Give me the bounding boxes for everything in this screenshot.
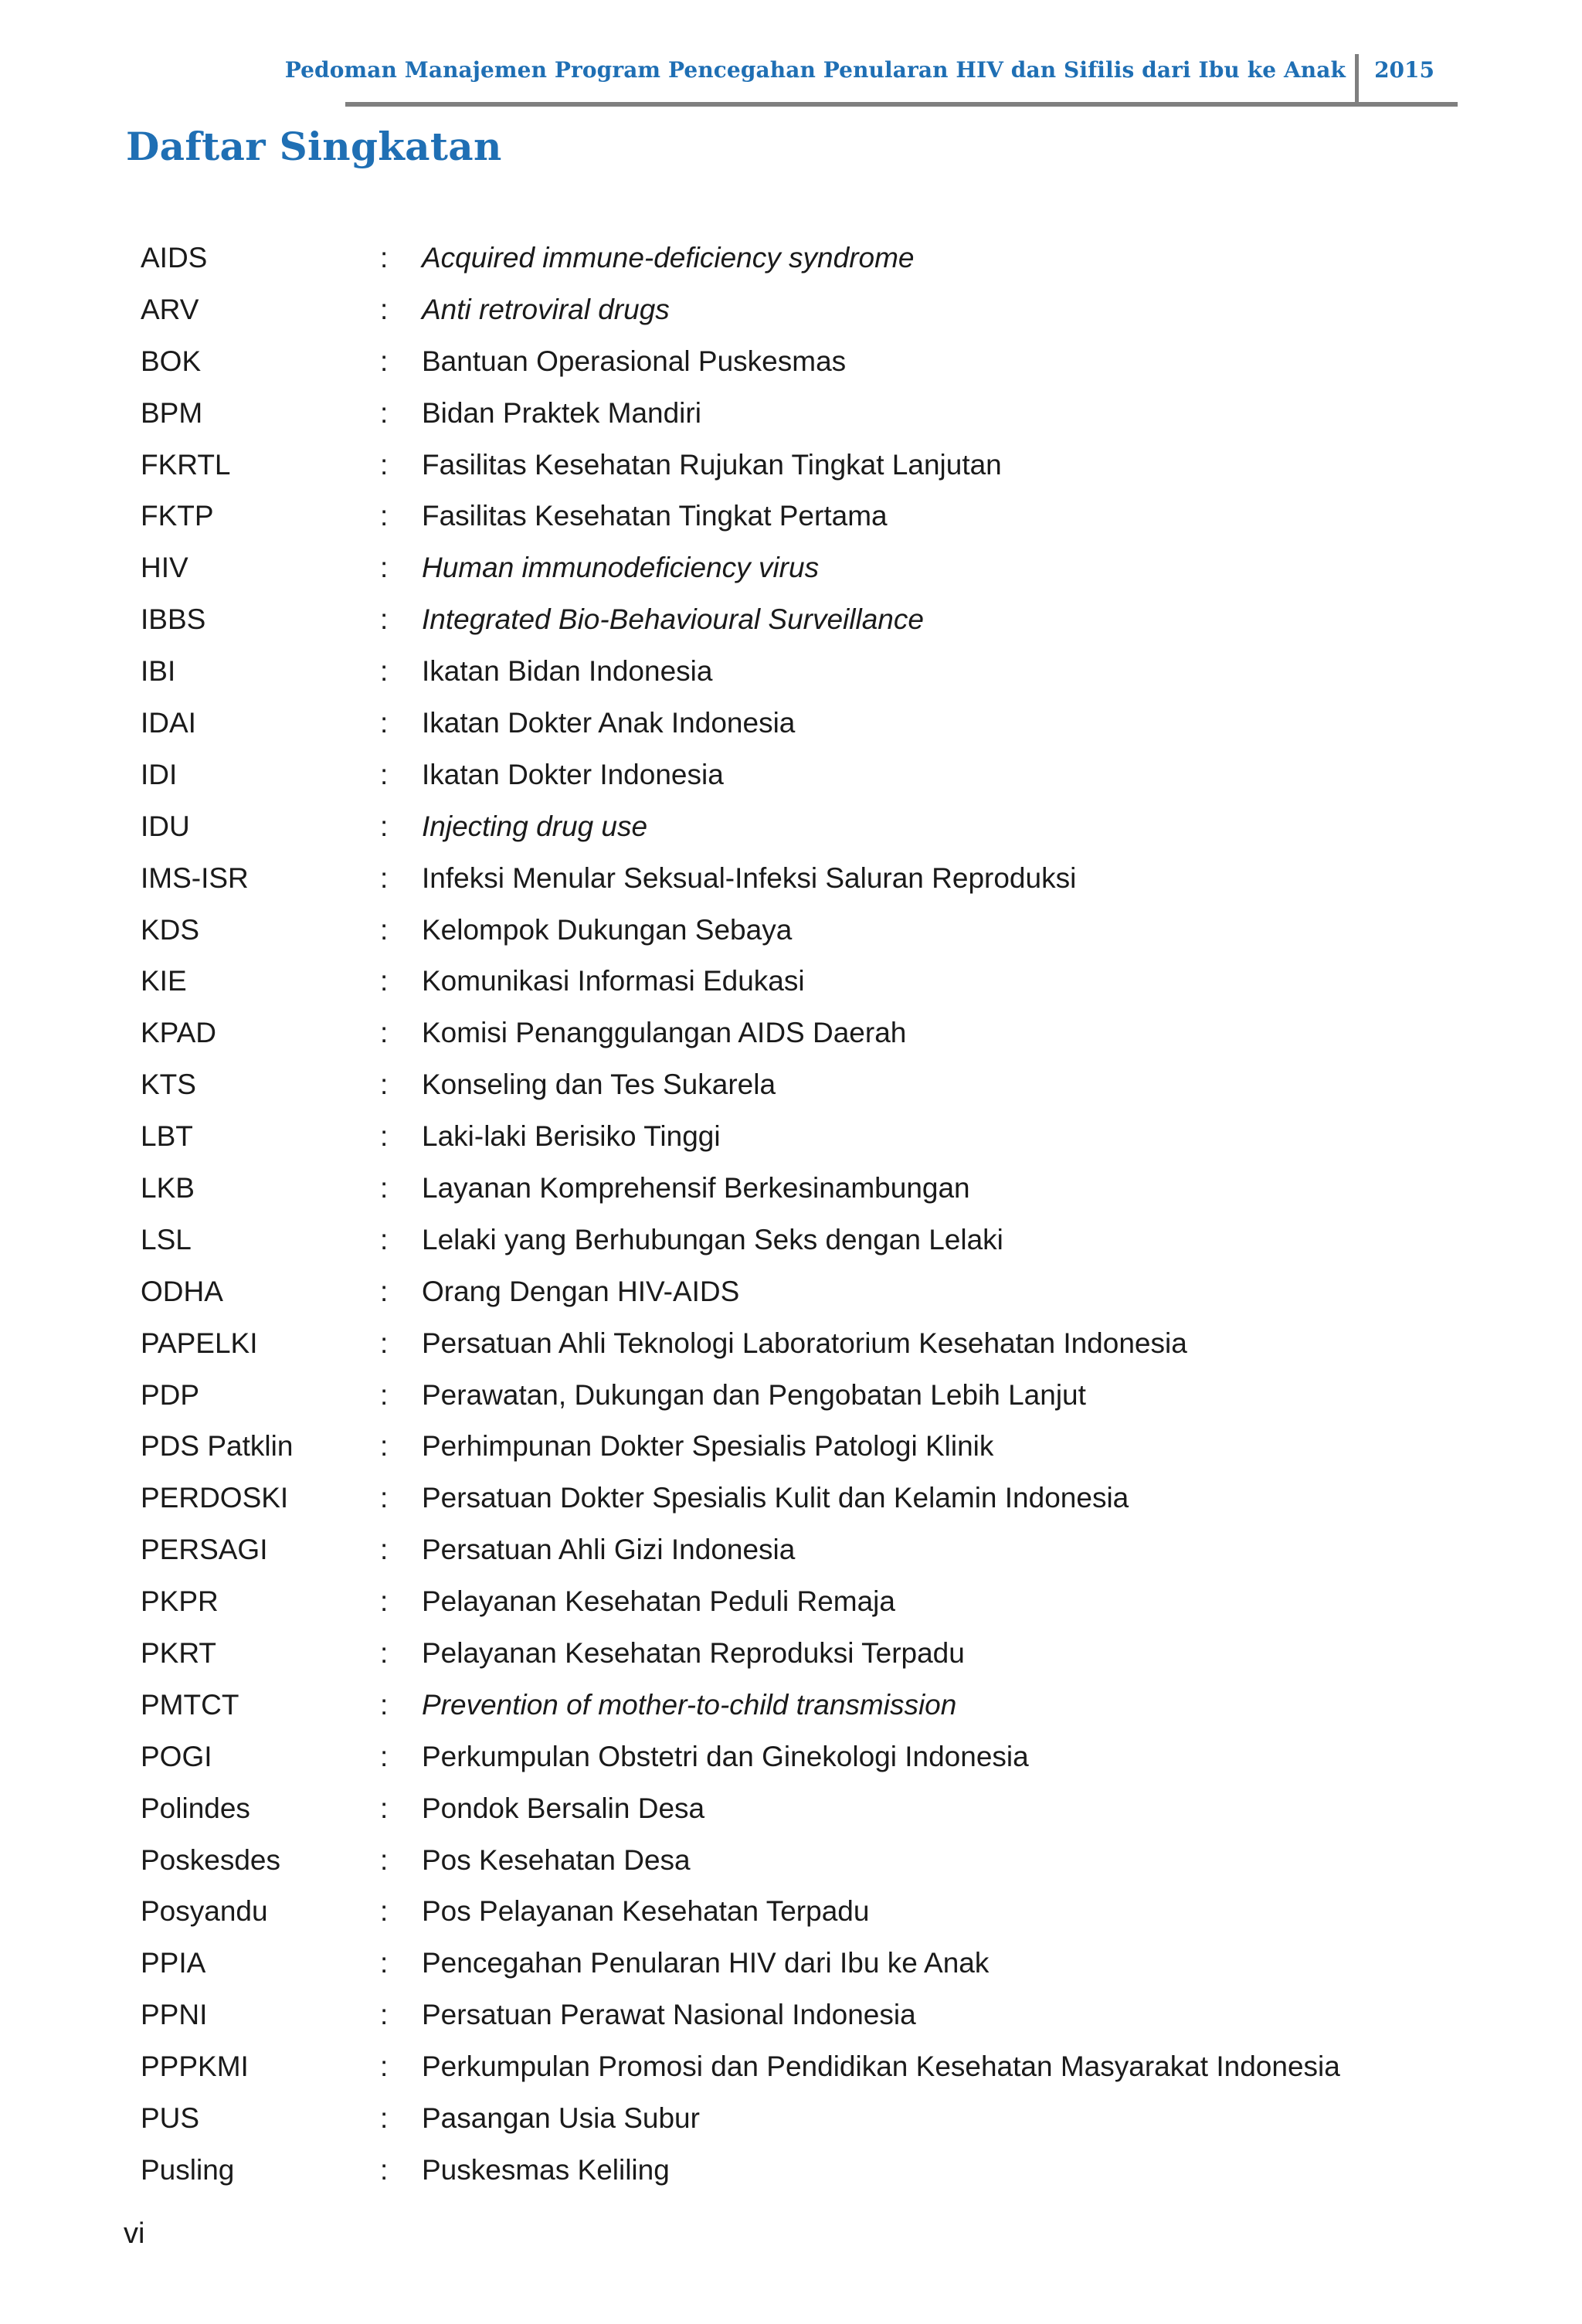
abbreviation-row bbox=[141, 1317, 1454, 1369]
abbreviation-definition: Prevention of mother-to-child transmission bbox=[422, 1688, 957, 1721]
abbreviation-separator: : bbox=[380, 655, 389, 688]
abbreviation-separator: : bbox=[380, 1120, 389, 1153]
abbreviation-term: FKRTL bbox=[141, 448, 231, 481]
abbreviation-definition: Pasangan Usia Subur bbox=[422, 2102, 700, 2134]
abbreviation-definition: Bidan Praktek Mandiri bbox=[422, 396, 701, 429]
abbreviation-term: LSL bbox=[141, 1223, 192, 1255]
abbreviation-row bbox=[141, 749, 1454, 800]
abbreviation-definition: Fasilitas Kesehatan Rujukan Tingkat Lanjutan bbox=[422, 448, 1002, 481]
abbreviation-row bbox=[141, 1524, 1454, 1575]
abbreviation-term: KTS bbox=[141, 1069, 196, 1101]
abbreviation-term: PAPELKI bbox=[141, 1327, 258, 1359]
abbreviation-term: BPM bbox=[141, 396, 203, 429]
abbreviation-term: IDAI bbox=[141, 706, 196, 739]
abbreviation-row bbox=[141, 955, 1454, 1007]
abbreviation-row bbox=[141, 1782, 1454, 1834]
abbreviation-term: IBBS bbox=[141, 603, 206, 636]
header-title: Pedoman Manajemen Program Pencegahan Penularan HIV dan Sifilis dari Ibu ke Anak bbox=[284, 57, 1346, 83]
abbreviation-separator: : bbox=[380, 1378, 389, 1411]
abbreviation-term: BOK bbox=[141, 345, 202, 377]
abbreviation-row bbox=[141, 904, 1454, 956]
abbreviation-separator: : bbox=[380, 1534, 389, 1566]
header-year: 2015 bbox=[1374, 57, 1434, 83]
abbreviation-term: Poskesdes bbox=[141, 1843, 280, 1876]
abbreviation-term: FKTP bbox=[141, 500, 214, 532]
abbreviation-definition: Pondok Bersalin Desa bbox=[422, 1792, 705, 1824]
abbreviation-row bbox=[141, 387, 1454, 439]
abbreviation-term: PPPKMI bbox=[141, 2050, 249, 2083]
abbreviation-separator: : bbox=[380, 552, 389, 584]
abbreviation-term: ODHA bbox=[141, 1275, 223, 1307]
abbreviation-row bbox=[141, 1162, 1454, 1214]
section-title: Daftar Singkatan bbox=[126, 124, 502, 169]
abbreviation-separator: : bbox=[380, 345, 389, 377]
abbreviation-row bbox=[141, 1007, 1454, 1058]
abbreviation-definition: Pos Kesehatan Desa bbox=[422, 1843, 691, 1876]
abbreviation-separator: : bbox=[380, 1636, 389, 1669]
abbreviation-definition: Persatuan Ahli Gizi Indonesia bbox=[422, 1534, 796, 1566]
abbreviation-row bbox=[141, 1369, 1454, 1421]
abbreviation-separator: : bbox=[380, 1688, 389, 1721]
abbreviation-list bbox=[141, 232, 1454, 2196]
abbreviation-term: KDS bbox=[141, 913, 200, 946]
abbreviation-separator: : bbox=[380, 1069, 389, 1101]
abbreviation-separator: : bbox=[380, 1327, 389, 1359]
abbreviation-row bbox=[141, 232, 1454, 284]
abbreviation-separator: : bbox=[380, 1171, 389, 1204]
abbreviation-term: PPIA bbox=[141, 1947, 206, 1979]
abbreviation-definition: Layanan Komprehensif Berkesinambungan bbox=[422, 1171, 970, 1204]
abbreviation-definition: Persatuan Perawat Nasional Indonesia bbox=[422, 1999, 916, 2031]
abbreviation-separator: : bbox=[380, 2102, 389, 2134]
abbreviation-row bbox=[141, 1937, 1454, 1989]
abbreviation-separator: : bbox=[380, 1223, 389, 1255]
abbreviation-separator: : bbox=[380, 1895, 389, 1928]
abbreviation-term: KIE bbox=[141, 965, 187, 997]
abbreviation-row bbox=[141, 1989, 1454, 2040]
abbreviation-row bbox=[141, 1420, 1454, 1472]
abbreviation-separator: : bbox=[380, 241, 389, 274]
abbreviation-row bbox=[141, 2144, 1454, 2196]
abbreviation-term: IDU bbox=[141, 810, 190, 842]
abbreviation-definition: Ikatan Bidan Indonesia bbox=[422, 655, 713, 688]
abbreviation-definition: Perawatan, Dukungan dan Pengobatan Lebih Lanjut bbox=[422, 1378, 1086, 1411]
abbreviation-definition: Acquired immune-deficiency syndrome bbox=[422, 241, 915, 274]
abbreviation-definition: Ikatan Dokter Anak Indonesia bbox=[422, 706, 796, 739]
abbreviation-row bbox=[141, 697, 1454, 749]
abbreviation-term: PERDOSKI bbox=[141, 1482, 289, 1514]
abbreviation-separator: : bbox=[380, 500, 389, 532]
abbreviation-row bbox=[141, 1731, 1454, 1782]
abbreviation-separator: : bbox=[380, 1843, 389, 1876]
abbreviation-row bbox=[141, 1834, 1454, 1886]
abbreviation-row bbox=[141, 852, 1454, 904]
abbreviation-definition: Infeksi Menular Seksual-Infeksi Saluran Reproduksi bbox=[422, 861, 1077, 894]
abbreviation-definition: Fasilitas Kesehatan Tingkat Pertama bbox=[422, 500, 888, 532]
abbreviation-row bbox=[141, 1214, 1454, 1266]
abbreviation-separator: : bbox=[380, 965, 389, 997]
abbreviation-term: KPAD bbox=[141, 1017, 217, 1049]
abbreviation-definition: Injecting drug use bbox=[422, 810, 648, 842]
abbreviation-term: PKRT bbox=[141, 1636, 217, 1669]
abbreviation-separator: : bbox=[380, 706, 389, 739]
abbreviation-definition: Persatuan Dokter Spesialis Kulit dan Kelamin Indonesia bbox=[422, 1482, 1129, 1514]
abbreviation-term: POGI bbox=[141, 1740, 212, 1772]
abbreviation-separator: : bbox=[380, 603, 389, 636]
abbreviation-row bbox=[141, 1472, 1454, 1524]
abbreviation-separator: : bbox=[380, 2153, 389, 2186]
abbreviation-definition: Anti retroviral drugs bbox=[422, 293, 670, 325]
abbreviation-term: LKB bbox=[141, 1171, 195, 1204]
abbreviation-row bbox=[141, 1886, 1454, 1938]
abbreviation-definition: Laki-laki Berisiko Tinggi bbox=[422, 1120, 721, 1153]
abbreviation-separator: : bbox=[380, 448, 389, 481]
abbreviation-row bbox=[141, 593, 1454, 645]
abbreviation-term: IMS-ISR bbox=[141, 861, 249, 894]
abbreviation-row bbox=[141, 1575, 1454, 1627]
abbreviation-term: LBT bbox=[141, 1120, 193, 1153]
abbreviation-definition: Pos Pelayanan Kesehatan Terpadu bbox=[422, 1895, 870, 1928]
abbreviation-term: PDS Patklin bbox=[141, 1430, 294, 1463]
abbreviation-separator: : bbox=[380, 810, 389, 842]
abbreviation-row bbox=[141, 1058, 1454, 1110]
abbreviation-row bbox=[141, 542, 1454, 593]
abbreviation-definition: Kelompok Dukungan Sebaya bbox=[422, 913, 793, 946]
abbreviation-term: PUS bbox=[141, 2102, 200, 2134]
abbreviation-separator: : bbox=[380, 293, 389, 325]
abbreviation-definition: Persatuan Ahli Teknologi Laboratorium Kesehatan Indonesia bbox=[422, 1327, 1187, 1359]
abbreviation-definition: Bantuan Operasional Puskesmas bbox=[422, 345, 847, 377]
abbreviation-definition: Pelayanan Kesehatan Reproduksi Terpadu bbox=[422, 1636, 965, 1669]
abbreviation-separator: : bbox=[380, 2050, 389, 2083]
abbreviation-term: IBI bbox=[141, 655, 176, 688]
abbreviation-row bbox=[141, 284, 1454, 335]
abbreviation-definition: Puskesmas Keliling bbox=[422, 2153, 670, 2186]
abbreviation-definition: Orang Dengan HIV-AIDS bbox=[422, 1275, 740, 1307]
abbreviation-row bbox=[141, 490, 1454, 542]
abbreviation-separator: : bbox=[380, 396, 389, 429]
abbreviation-row bbox=[141, 1627, 1454, 1679]
abbreviation-definition: Perhimpunan Dokter Spesialis Patologi Klinik bbox=[422, 1430, 994, 1463]
abbreviation-row bbox=[141, 1679, 1454, 1731]
abbreviation-term: Posyandu bbox=[141, 1895, 268, 1928]
abbreviation-definition: Ikatan Dokter Indonesia bbox=[422, 758, 724, 790]
abbreviation-separator: : bbox=[380, 758, 389, 790]
abbreviation-row bbox=[141, 439, 1454, 491]
abbreviation-separator: : bbox=[380, 1430, 389, 1463]
abbreviation-term: AIDS bbox=[141, 241, 208, 274]
abbreviation-row bbox=[141, 2092, 1454, 2144]
page-header bbox=[284, 54, 1458, 108]
abbreviation-term: Polindes bbox=[141, 1792, 250, 1824]
abbreviation-separator: : bbox=[380, 1740, 389, 1772]
abbreviation-row bbox=[141, 800, 1454, 852]
abbreviation-row bbox=[141, 2040, 1454, 2092]
abbreviation-definition: Perkumpulan Obstetri dan Ginekologi Indonesia bbox=[422, 1740, 1029, 1772]
abbreviation-separator: : bbox=[380, 1482, 389, 1514]
abbreviation-row bbox=[141, 1110, 1454, 1162]
abbreviation-definition: Perkumpulan Promosi dan Pendidikan Kesehatan Masyarakat Indonesia bbox=[422, 2050, 1340, 2083]
abbreviation-separator: : bbox=[380, 1017, 389, 1049]
abbreviation-definition: Pelayanan Kesehatan Peduli Remaja bbox=[422, 1585, 895, 1618]
abbreviation-definition: Komunikasi Informasi Edukasi bbox=[422, 965, 805, 997]
header-rule bbox=[345, 102, 1458, 107]
abbreviation-term: Pusling bbox=[141, 2153, 235, 2186]
abbreviation-definition: Integrated Bio-Behavioural Surveillance bbox=[422, 603, 924, 636]
abbreviation-definition: Human immunodeficiency virus bbox=[422, 552, 820, 584]
abbreviation-term: HIV bbox=[141, 552, 188, 584]
abbreviation-term: PMTCT bbox=[141, 1688, 239, 1721]
abbreviation-term: PDP bbox=[141, 1378, 200, 1411]
abbreviation-separator: : bbox=[380, 913, 389, 946]
abbreviation-definition: Pencegahan Penularan HIV dari Ibu ke Anak bbox=[422, 1947, 990, 1979]
abbreviation-definition: Komisi Penanggulangan AIDS Daerah bbox=[422, 1017, 907, 1049]
abbreviation-row bbox=[141, 335, 1454, 387]
abbreviation-separator: : bbox=[380, 1792, 389, 1824]
abbreviation-row bbox=[141, 1266, 1454, 1317]
abbreviation-term: ARV bbox=[141, 293, 199, 325]
abbreviation-separator: : bbox=[380, 1275, 389, 1307]
abbreviation-term: PERSAGI bbox=[141, 1534, 268, 1566]
abbreviation-row bbox=[141, 645, 1454, 697]
abbreviation-term: PPNI bbox=[141, 1999, 208, 2031]
abbreviation-term: IDI bbox=[141, 758, 178, 790]
abbreviation-separator: : bbox=[380, 861, 389, 894]
abbreviation-term: PKPR bbox=[141, 1585, 219, 1618]
header-divider bbox=[1355, 54, 1359, 105]
abbreviation-definition: Lelaki yang Berhubungan Seks dengan Lelaki bbox=[422, 1223, 1003, 1255]
abbreviation-separator: : bbox=[380, 1999, 389, 2031]
abbreviation-separator: : bbox=[380, 1585, 389, 1618]
page-number: vi bbox=[124, 2217, 145, 2250]
abbreviation-definition: Konseling dan Tes Sukarela bbox=[422, 1069, 776, 1101]
abbreviation-separator: : bbox=[380, 1947, 389, 1979]
